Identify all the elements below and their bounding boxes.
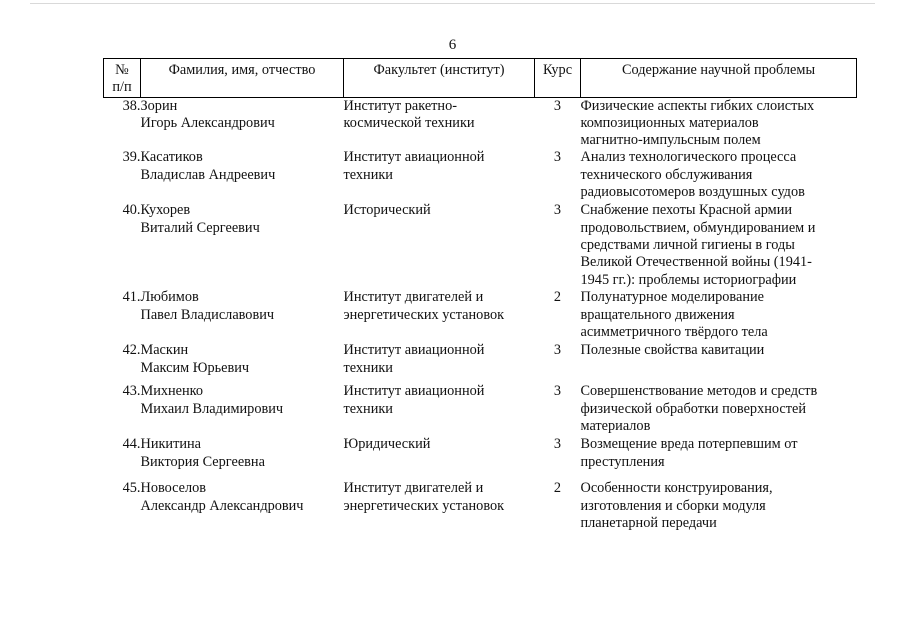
header-number (104, 59, 141, 98)
header-full-name: Фамилия, имя, отчество (141, 59, 344, 98)
table-row (104, 436, 857, 480)
table-row (104, 97, 857, 149)
row-faculty (344, 383, 535, 436)
topic-line: Особенности конструирования, (580, 480, 773, 497)
row-number: 45. (122, 480, 141, 497)
topic-line: композиционных материалов (580, 114, 759, 131)
given-names: Виталий Сергеевич (140, 219, 260, 236)
topic-line: вращательного движения (580, 306, 735, 323)
topic-line: преступления (580, 453, 665, 470)
row-faculty (344, 342, 535, 383)
row-course: 2 (553, 289, 562, 306)
row-full-name (141, 97, 344, 149)
scan-edge-line (30, 3, 875, 4)
table-row (104, 342, 857, 383)
faculty-line: Институт авиационной (343, 383, 485, 400)
row-course: 3 (553, 342, 562, 359)
topic-line: Полунатурное моделирование (580, 289, 764, 306)
surname: Маскин (140, 342, 189, 359)
header-number-abbr: п/п (112, 79, 132, 96)
topic-line: планетарной передачи (580, 515, 717, 532)
row-topic (581, 97, 857, 149)
faculty-line: Институт авиационной (343, 342, 485, 359)
row-full-name (141, 383, 344, 436)
given-names: Игорь Александрович (140, 114, 275, 131)
topic-line: изготовления и сборки модуля (580, 497, 766, 514)
topic-line: Совершенствование методов и средств (580, 383, 818, 400)
row-faculty (344, 149, 535, 202)
table-row (104, 383, 857, 436)
students-table (103, 58, 857, 532)
topic-line: продовольствием, обмундированием и (580, 219, 816, 236)
table-row (104, 289, 857, 342)
faculty-line: техники (343, 166, 393, 183)
row-topic (581, 149, 857, 202)
topic-line: Физические аспекты гибких слоистых (580, 97, 815, 114)
row-full-name (141, 436, 344, 480)
surname: Никитина (140, 436, 201, 453)
topic-line: Великой Отечественной войны (1941- (580, 254, 812, 271)
row-faculty (344, 202, 535, 289)
row-number: 43. (122, 383, 141, 400)
row-full-name (141, 289, 344, 342)
row-topic (581, 436, 857, 480)
row-number: 44. (122, 436, 141, 453)
table-row (104, 202, 857, 289)
faculty-line: энергетических установок (343, 306, 505, 323)
faculty-line: техники (343, 400, 393, 417)
topic-line: Полезные свойства кавитации (580, 342, 765, 359)
topic-line: Анализ технологического процесса (580, 149, 797, 166)
row-course: 3 (553, 149, 562, 166)
topic-line: радиовысотомеров воздушных судов (580, 184, 805, 201)
faculty-line: Институт двигателей и (343, 480, 484, 497)
header-number-sign: № (115, 62, 129, 78)
faculty-line: Институт ракетно- (343, 97, 457, 114)
given-names: Владислав Андреевич (140, 166, 276, 183)
row-full-name (141, 342, 344, 383)
row-number: 42. (122, 342, 141, 359)
row-course: 3 (553, 97, 562, 114)
faculty-line: Институт авиационной (343, 149, 485, 166)
row-topic (581, 383, 857, 436)
topic-line: средствами личной гигиены в годы (580, 237, 795, 254)
topic-line: технического обслуживания (580, 166, 753, 183)
table-row (104, 480, 857, 532)
row-faculty (344, 97, 535, 149)
topic-line: Снабжение пехоты Красной армии (580, 202, 793, 219)
row-topic (581, 480, 857, 532)
row-faculty (344, 436, 535, 480)
faculty-line: техники (343, 359, 393, 376)
row-course: 3 (553, 202, 562, 219)
row-course: 3 (553, 436, 562, 453)
topic-line: Возмещение вреда потерпевшим от (580, 436, 798, 453)
table-body (104, 97, 857, 532)
topic-line: 1945 гг.): проблемы историографии (580, 271, 797, 288)
given-names: Александр Александрович (140, 497, 304, 514)
row-number: 39. (122, 149, 141, 166)
faculty-line: Институт двигателей и (343, 289, 484, 306)
row-course: 2 (553, 480, 562, 497)
row-topic (581, 289, 857, 342)
header-faculty: Факультет (институт) (344, 59, 535, 98)
topic-line: материалов (580, 418, 651, 435)
topic-line: асимметричного твёрдого тела (580, 324, 768, 341)
given-names: Павел Владиславович (140, 306, 275, 323)
row-full-name (141, 480, 344, 532)
row-number: 41. (122, 289, 141, 306)
row-full-name (141, 202, 344, 289)
row-topic (581, 202, 857, 289)
page-number: 6 (448, 37, 457, 53)
given-names: Михаил Владимирович (140, 400, 284, 417)
row-full-name (141, 149, 344, 202)
row-faculty (344, 289, 535, 342)
given-names: Виктория Сергеевна (140, 453, 265, 470)
header-topic: Содержание научной проблемы (581, 59, 857, 98)
row-course: 3 (553, 383, 562, 400)
surname: Михненко (140, 383, 204, 400)
surname: Касатиков (140, 149, 203, 166)
faculty-line: Юридический (343, 436, 431, 453)
topic-line: магнитно-импульсным полем (580, 132, 761, 149)
surname: Любимов (140, 289, 199, 306)
surname: Зорин (140, 97, 178, 114)
row-number: 38. (122, 97, 141, 114)
surname: Новоселов (140, 480, 207, 497)
surname: Кухорев (140, 202, 191, 219)
given-names: Максим Юрьевич (140, 359, 250, 376)
row-topic (581, 342, 857, 383)
row-faculty (344, 480, 535, 532)
table-row (104, 149, 857, 202)
faculty-line: космической техники (343, 114, 475, 131)
table-header-row (104, 59, 857, 98)
row-number: 40. (122, 202, 141, 219)
faculty-line: энергетических установок (343, 497, 505, 514)
header-course: Курс (535, 59, 581, 98)
faculty-line: Исторический (343, 202, 431, 219)
topic-line: физической обработки поверхностей (580, 400, 806, 417)
